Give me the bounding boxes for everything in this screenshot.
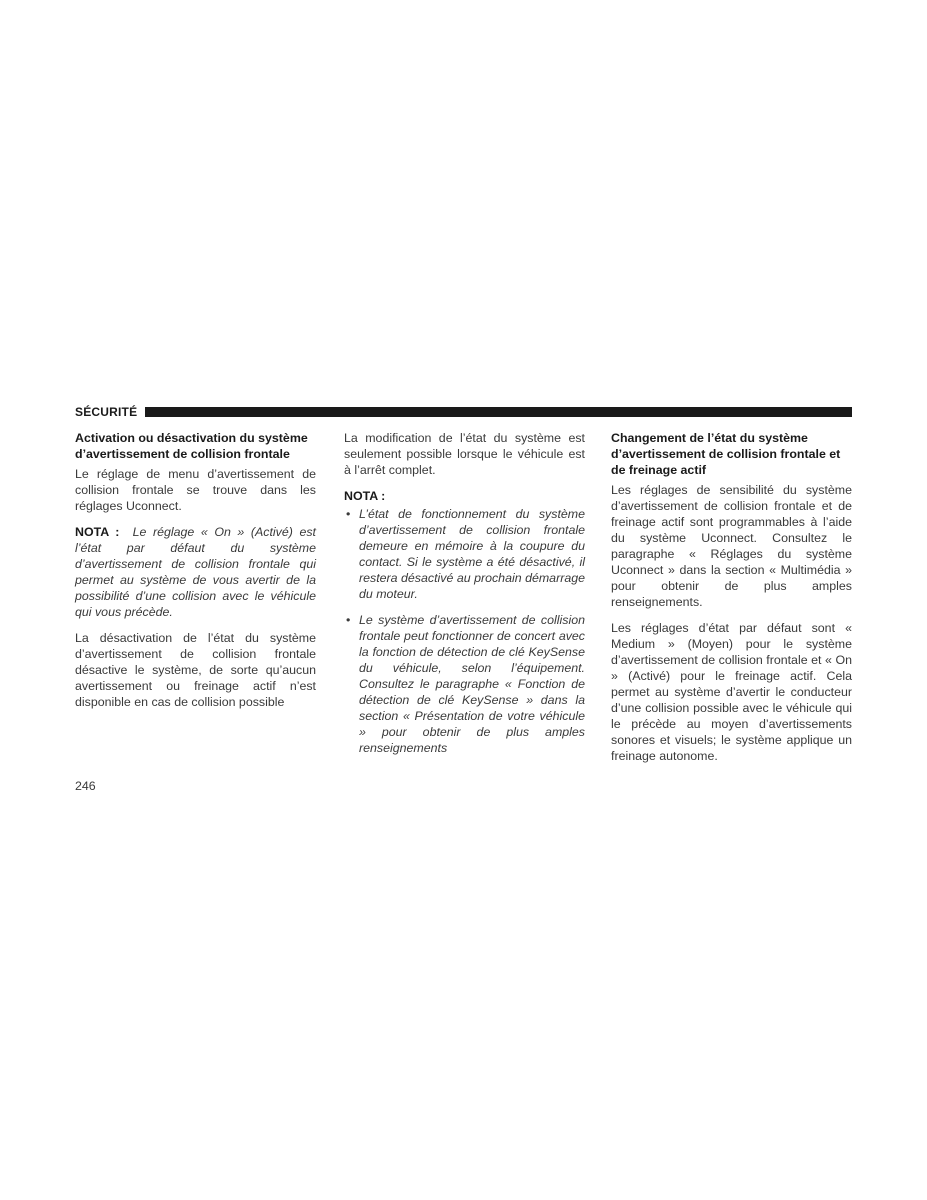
heading-activation: Activation ou désactivation du système d’avertissement de collision frontale [75,431,308,461]
bullet-icon: • [346,613,351,627]
list-item-text: L’état de fonctionnement du système d’avertissement de collision frontale demeure en mémoire à la coupure du contact. Si le système a été désactivé, il restera désactivé au prochain démarrage du moteur. [359,507,585,601]
heading-state-change: Changement de l’état du système d’avertissement de collision frontale et de freinage actif [611,431,841,477]
nota-bullet-list [344,506,585,756]
paragraph-menu-setting: Le réglage de menu d’avertissement de collision frontale se trouve dans les réglages Uconnect. [75,467,316,513]
nota-label: NOTA : [75,525,120,539]
page-number: 246 [75,779,96,793]
paragraph-sensitivity: Les réglages de sensibilité du système d’avertissement de collision frontale et de freinage actif sont programmables à l’aide du système Uconnect. Consultez le paragraphe « Réglages du système Uconnect » dans la section « Multimédia » pour obtenir de plus amples renseignements. [611,483,852,609]
bullet-icon: • [346,507,351,521]
paragraph-default-settings: Les réglages d’état par défaut sont « Medium » (Moyen) pour le système d’avertissement de collision frontale et « On » (Activé) pour le freinage actif. Cela permet au système d’avertir le conducteur d’une collision possible avec le véhicule qui le précède au moyen d’avertissements sonores et visuels; le système applique un freinage autonome. [611,621,852,763]
nota-heading: NOTA : [344,489,386,503]
list-item [344,612,585,756]
section-title: SÉCURITÉ [75,405,138,419]
section-divider-bar [145,407,852,417]
paragraph-deactivation: La désactivation de l’état du système d’avertissement de collision frontale désactive le système, de sorte qu’aucun avertissement ou freinage actif n’est disponible en cas de collision possible [75,631,316,709]
list-item-text: Le système d’avertissement de collision frontale peut fonctionner de concert avec la fonction de détection de clé KeySense du véhicule, selon l’équipement. Consultez le paragraphe « Fonction de détection de clé KeySense » dans la section « Présentation de votre véhicule » pour obtenir de plus amples renseignements [359,613,585,755]
nota-text: Le réglage « On » (Activé) est l’état par défaut du système d’avertissement de collision frontale qui permet au système de vous avertir de la possibilité d’une collision avec le véhicule qui vous précède. [75,525,317,619]
column-right [611,430,852,774]
paragraph-state-change: La modification de l’état du système est seulement possible lorsque le véhicule est à l’arrêt complet. [344,431,585,477]
section-header [75,404,852,420]
column-middle [344,430,585,766]
column-left [75,430,316,720]
nota-default-on [75,524,316,620]
list-item [344,506,585,602]
